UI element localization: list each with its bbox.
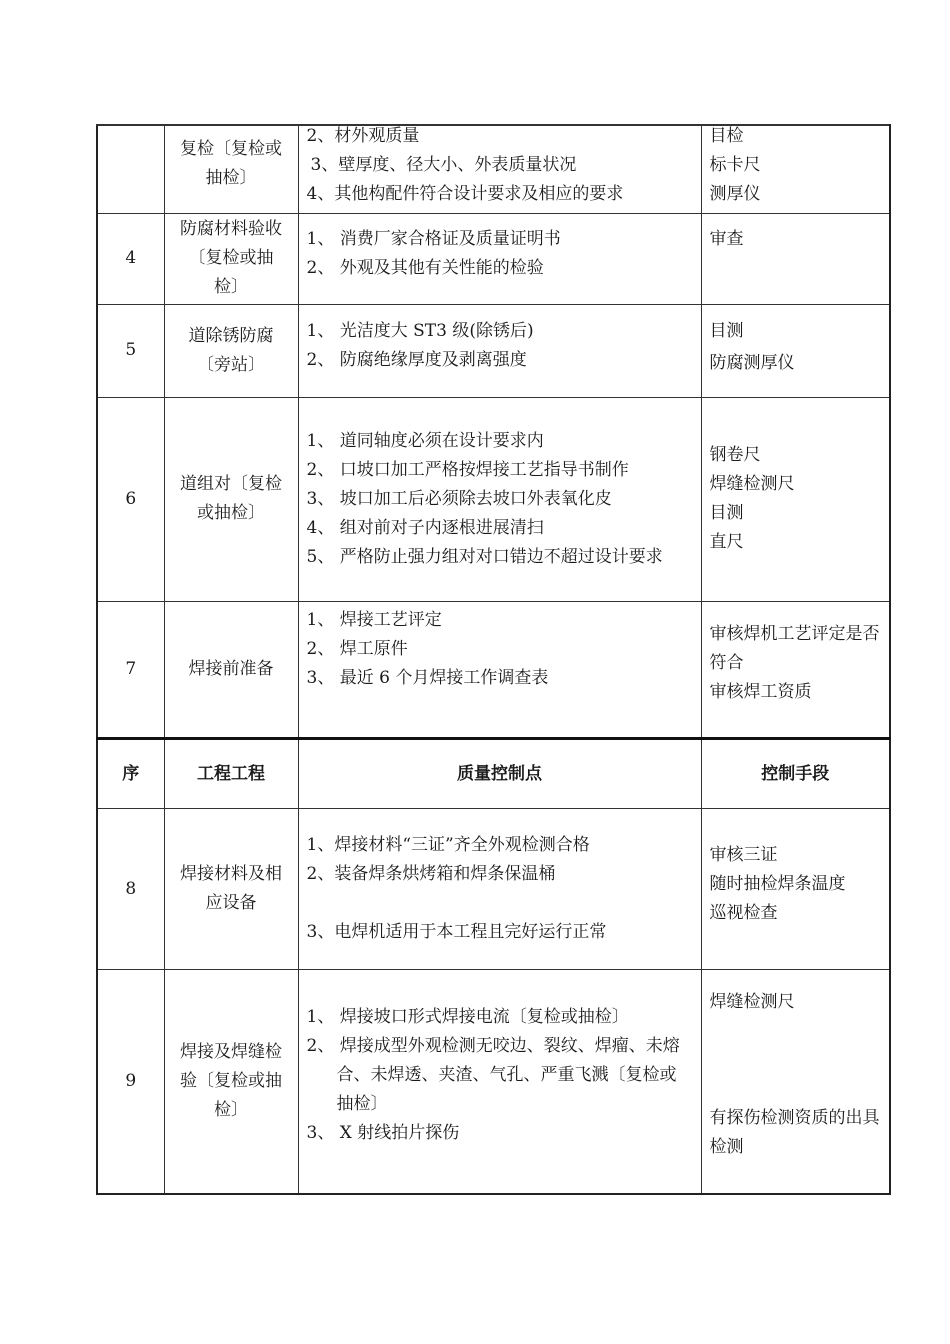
points-cell: 1、 焊接工艺评定 2、 焊工原件 3、 最近 6 个月焊接工作调查表 — [298, 601, 701, 737]
row-number — [97, 125, 164, 213]
method-cell: 目检 标卡尺 测厚仪 — [701, 125, 890, 213]
quality-control-table — [96, 124, 889, 1195]
method-cell: 审核焊机工艺评定是否符合 审核焊工资质 — [701, 601, 890, 737]
table-part-2 — [96, 737, 891, 1195]
table-header-row — [97, 739, 890, 809]
row-number: 5 — [97, 304, 164, 397]
table-part-1 — [96, 124, 891, 737]
row-number: 4 — [97, 213, 164, 304]
item-cell: 焊接前准备 — [164, 601, 298, 737]
points-cell: 1、 道同轴度必须在设计要求内 2、 口坡口加工严格按焊接工艺指导书制作 3、 坡口加工后必须除去坡口外表氧化皮 4、 组对前对子内逐根进展清扫 5、 严格防止强力组对对口错边不超过设计要求 — [298, 397, 701, 601]
item-cell: 焊接材料及相 应设备 — [164, 809, 298, 970]
method-cell: 焊缝检测尺 有探伤检测资质的出具检测 — [701, 970, 890, 1194]
header-method: 控制手段 — [701, 739, 890, 809]
table-row — [97, 601, 890, 737]
item-cell: 复检〔复检或 抽检〕 — [164, 125, 298, 213]
row-number: 7 — [97, 601, 164, 737]
method-cell: 目测 防腐测厚仪 — [701, 304, 890, 397]
row-number: 8 — [97, 809, 164, 970]
item-cell: 焊接及焊缝检 验〔复检或抽 检〕 — [164, 970, 298, 1194]
points-cell: 1、 消费厂家合格证及质量证明书 2、 外观及其他有关性能的检验 — [298, 213, 701, 304]
table-row — [97, 125, 890, 213]
table-row — [97, 304, 890, 397]
header-points: 质量控制点 — [298, 739, 701, 809]
item-cell: 道组对〔复检 或抽检〕 — [164, 397, 298, 601]
points-cell: 1、 光洁度大 ST3 级(除锈后) 2、 防腐绝缘厚度及剥离强度 — [298, 304, 701, 397]
points-cell: 1、 焊接坡口形式焊接电流〔复检或抽检〕 2、 焊接成型外观检测无咬边、裂纹、焊瘤、未熔合、未焊透、夹渣、气孔、严重飞溅〔复检或抽检〕 3、 X 射线拍片探伤 — [298, 970, 701, 1194]
row-number: 9 — [97, 970, 164, 1194]
points-cell: 1、焊接材料“三证”齐全外观检测合格 2、装备焊条烘烤箱和焊条保温桶 3、电焊机适用于本工程且完好运行正常 — [298, 809, 701, 970]
points-cell: 2、材外观质量 3、壁厚度、径大小、外表质量状况 4、其他构配件符合设计要求及相应的要求 — [298, 125, 701, 213]
table-row — [97, 970, 890, 1194]
header-no: 序 — [97, 739, 164, 809]
method-cell: 钢卷尺 焊缝检测尺 目测 直尺 — [701, 397, 890, 601]
item-cell: 防腐材料验收 〔复检或抽 检〕 — [164, 213, 298, 304]
method-cell: 审核三证 随时抽检焊条温度 巡视检查 — [701, 809, 890, 970]
table-row — [97, 213, 890, 304]
row-number: 6 — [97, 397, 164, 601]
table-row — [97, 809, 890, 970]
header-item: 工程工程 — [164, 739, 298, 809]
table-row — [97, 397, 890, 601]
method-cell: 审查 — [701, 213, 890, 304]
item-cell: 道除锈防腐 〔旁站〕 — [164, 304, 298, 397]
